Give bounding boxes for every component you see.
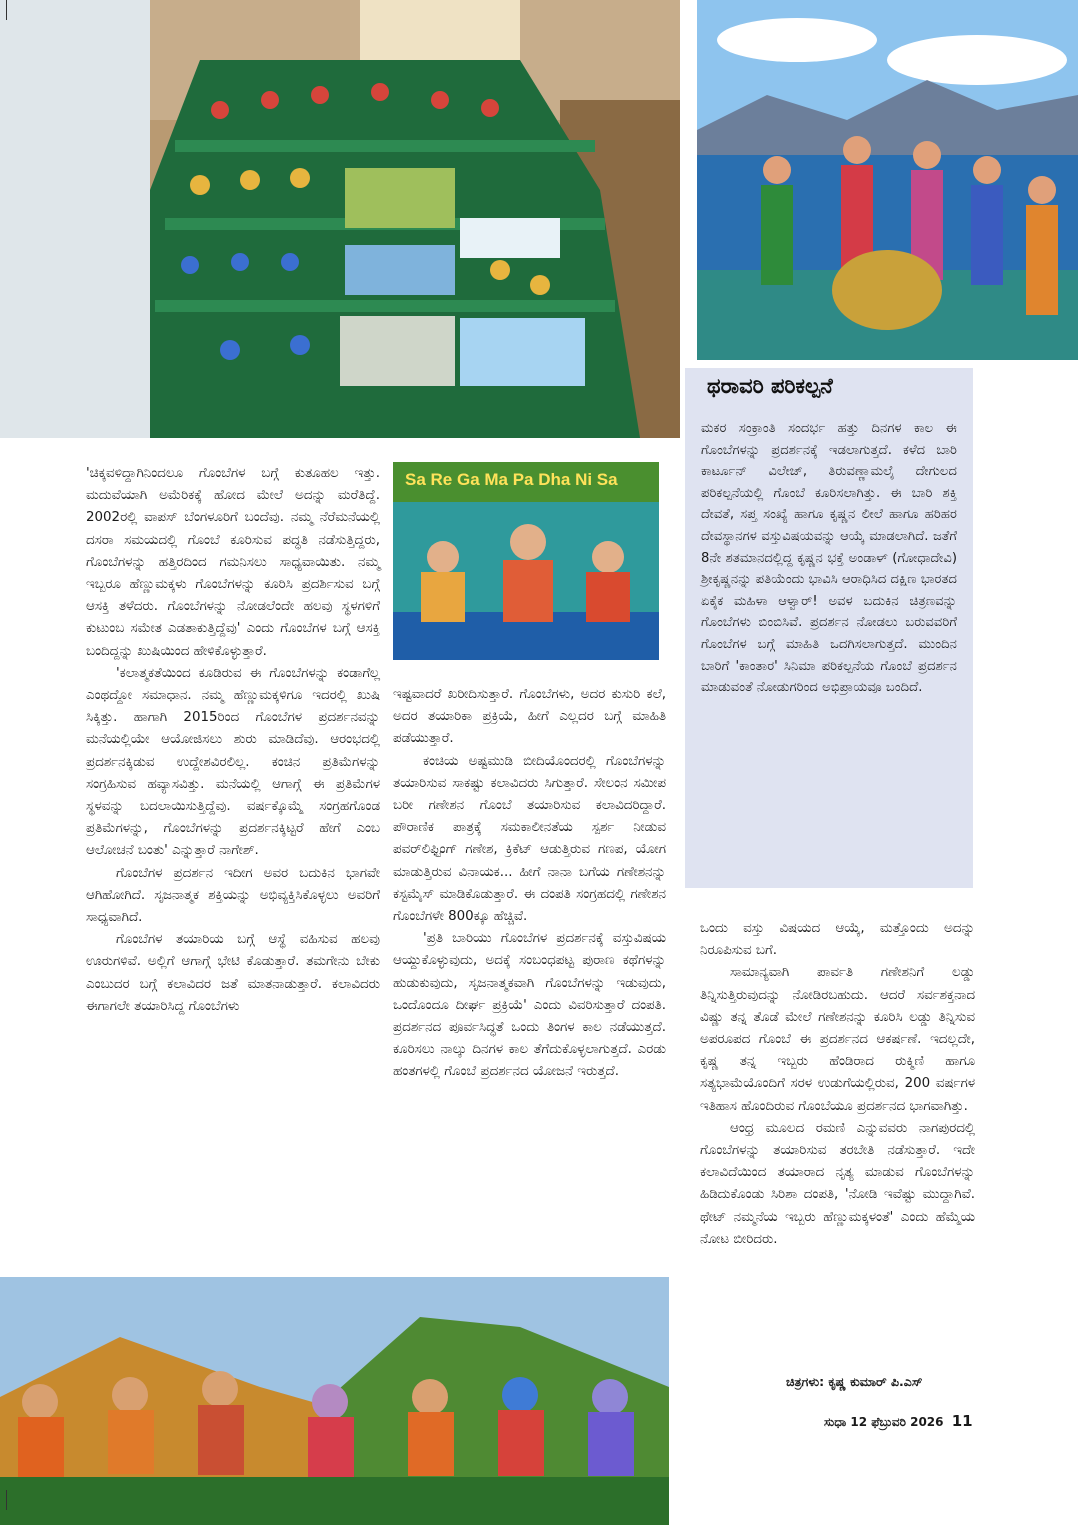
article-column-2 xyxy=(393,684,666,1084)
music-dolls-photo xyxy=(393,462,659,660)
issue-date: 12 ಫೆಬ್ರುವರಿ 2026 xyxy=(850,1415,944,1429)
page-number: 11 xyxy=(951,1412,973,1430)
sidebar-body: ಮಕರ ಸಂಕ್ರಾಂತಿ ಸಂದರ್ಭ ಹತ್ತು ದಿನಗಳ ಕಾಲ ಈ ಗೊಂಬೆಗಳನ್ನು ಪ್ರದರ್ಶನಕ್ಕೆ ಇಡಲಾಗುತ್ತದೆ. ಕಳೆದ ಬಾರಿ ಕಾರ್ಟೂನ್ ವಿಲೇಜ್, ತಿರುವಣ್ಣಾಮಲೈ ದೇಗುಲದ ಪರಿಕಲ್ಪನೆಯಲ್ಲಿ ಗೊಂಬೆ ಕೂರಿಸಲಾಗಿತ್ತು. ಈ ಬಾರಿ ಶಕ್ತಿ ದೇವತೆ, ಸಪ್ತ ಸಂಖ್ಯೆ ಹಾಗೂ ಕೃಷ್ಣನ ಲೀಲೆ ಹಾಗೂ ಹರಿಹರ ದೇವಸ್ಥಾನಗಳ ವಸ್ತುವಿಷಯವನ್ನು ಆಯ್ಕೆ ಮಾಡಲಾಗಿದೆ. ಜತೆಗೆ 8ನೇ ಶತಮಾನದಲ್ಲಿದ್ದ ಕೃಷ್ಣನ ಭಕ್ತೆ ಅಂಡಾಳ್ (ಗೋಧಾದೇವಿ) ಶ್ರೀಕೃಷ್ಣನನ್ನು ಪತಿಯೆಂದು ಭಾವಿಸಿ ಆರಾಧಿಸಿದ ದಕ್ಷಿಣ ಭಾರತದ ಏಕೈಕ ಮಹಿಳಾ ಆಳ್ವಾರ್! ಅವಳ ಬದುಕಿನ ಚಿತ್ರಣವನ್ನು ಗೊಂಬೆಗಳು ಬಿಂಬಿಸಿವೆ. ಪ್ರದರ್ಶನ ನೋಡಲು ಬರುವವರಿಗೆ ಗೊಂಬೆಗಳ ಬಗ್ಗೆ ಮಾಹಿತಿ ಒದಗಿಸಲಾಗುತ್ತದೆ. ಮುಂದಿನ ಬಾರಿಗೆ 'ಕಾಂತಾರ' ಸಿನಿಮಾ ಪರಿಕಲ್ಪನೆಯ ಗೊಂಬೆ ಪ್ರದರ್ಶನ ಮಾಡುವಂತೆ ನೋಡುಗರಿಂದ ಅಭಿಪ್ರಾಯವೂ ಬಂದಿದೆ. xyxy=(701,421,957,696)
article-column-1 xyxy=(86,463,380,1018)
sidebar-title: ಥರಾವರಿ ಪರಿಕಲ್ಪನೆ xyxy=(707,374,833,398)
wedding-dolls-photo xyxy=(697,0,1078,360)
page-footer xyxy=(824,1412,973,1430)
article-paragraph: ಗೊಂಬೆಗಳ ಪ್ರದರ್ಶನ ಇದೀಗ ಅವರ ಬದುಕಿನ ಭಾಗವೇ ಆಗಿಹೋಗಿದೆ. ಸೃಜನಾತ್ಮಕ ಶಕ್ತಿಯನ್ನು ಅಭಿವ್ಯಕ್ತಿಸಿಕೊಳ್ಳಲು ಅವರಿಗೆ ಸಾಧ್ಯವಾಗಿದೆ. xyxy=(86,865,380,926)
crop-mark xyxy=(6,0,7,20)
article-paragraph: 'ಕಲಾತ್ಮಕತೆಯಿಂದ ಕೂಡಿರುವ ಈ ಗೊಂಬೆಗಳನ್ನು ಕಂಡಾಗೆಲ್ಲ ಎಂಥದ್ದೋ ಸಮಾಧಾನ. ನಮ್ಮ ಹೆಣ್ಣುಮಕ್ಕಳಿಗೂ ಇದರಲ್ಲಿ ಖುಷಿ ಸಿಕ್ಕಿತ್ತು. ಹಾಗಾಗಿ 2015ರಿಂದ ಗೊಂಬೆಗಳ ಪ್ರದರ್ಶನವನ್ನು ಮನೆಯಲ್ಲಿಯೇ ಆಯೋಜಿಸಲು ಶುರು ಮಾಡಿದೆವು. ಆರಂಭದಲ್ಲಿ ಪ್ರದರ್ಶನಕ್ಕಿಡುವ ಉದ್ದೇಶವಿರಲಿಲ್ಲ. ಕಂಚಿನ ಪ್ರತಿಮೆಗಳನ್ನು ಸಂಗ್ರಹಿಸುವ ಹವ್ಯಾಸವಿತ್ತು. ಮನೆಯಲ್ಲಿ ಆಗಾಗ್ಗೆ ಈ ಪ್ರತಿಮೆಗಳ ಸ್ಥಳವನ್ನು ಬದಲಾಯಿಸುತ್ತಿದ್ದೆವು. ವರ್ಷಕ್ಕೊಮ್ಮೆ ಸಂಗ್ರಹಗೊಂಡ ಪ್ರತಿಮೆಗಳನ್ನು, ಗೊಂಬೆಗಳನ್ನು ಪ್ರದರ್ಶನಕ್ಕಿಟ್ಟರೆ ಹೇಗೆ ಎಂಬ ಆಲೋಚನೆ ಬಂತು' ಎನ್ನುತ್ತಾರೆ ನಾಗೇಶ್. xyxy=(86,665,380,859)
article-paragraph: ಗೊಂಬೆಗಳ ತಯಾರಿಯ ಬಗ್ಗೆ ಆಸ್ಥೆ ವಹಿಸುವ ಹಲವು ಊರುಗಳಿವೆ. ಅಲ್ಲಿಗೆ ಆಗಾಗ್ಗೆ ಭೇಟಿ ಕೊಡುತ್ತಾರೆ. ತಮಗೇನು ಬೇಕು ಎಂಬುದರ ಬಗ್ಗೆ ಕಲಾವಿದರ ಜತೆ ಮಾತನಾಡುತ್ತಾರೆ. ಕಲಾವಿದರು ಈಗಾಗಲೇ ತಯಾರಿಸಿದ್ದ ಗೊಂಬೆಗಳು xyxy=(86,932,380,1014)
article-paragraph: 'ಪ್ರತಿ ಬಾರಿಯು ಗೊಂಬೆಗಳ ಪ್ರದರ್ಶನಕ್ಕೆ ವಸ್ತುವಿಷಯ ಆಯ್ದುಕೊಳ್ಳುವುದು, ಅದಕ್ಕೆ ಸಂಬಂಧಪಟ್ಟ ಪುರಾಣ ಕಥೆಗಳನ್ನು ಹುಡುಕುವುದು, ಸೃಜನಾತ್ಮಕವಾಗಿ ಗೊಂಬೆಗಳನ್ನು ಇಡುವುದು, ಒಂದೊಂದೂ ದೀರ್ಘ ಪ್ರಕ್ರಿಯೆ' ಎಂದು ವಿವರಿಸುತ್ತಾರೆ ದಂಪತಿ. ಪ್ರದರ್ಶನದ ಪೂರ್ವಸಿದ್ಧತೆ ಒಂದು ತಿಂಗಳ ಕಾಲ ನಡೆಯುತ್ತದೆ. ಕೂರಿಸಲು ನಾಲ್ಕು ದಿನಗಳ ಕಾಲ ತೆಗೆದುಕೊಳ್ಳಲಾಗುತ್ತದೆ. ಎರಡು ಹಂತಗಳಲ್ಲಿ ಗೊಂಬೆ ಪ್ರದರ್ಶನದ ಯೋಜನೆ ಇರುತ್ತದೆ. xyxy=(393,931,666,1080)
magazine-name: ಸುಧಾ xyxy=(824,1415,847,1429)
article-paragraph: ಒಂದು ವಸ್ತು ವಿಷಯದ ಆಯ್ಕೆ, ಮತ್ತೊಂದು ಅದನ್ನು ನಿರೂಪಿಸುವ ಬಗೆ. xyxy=(700,921,975,959)
sages-dolls-photo xyxy=(0,1277,669,1525)
music-banner-text: Sa Re Ga Ma Pa Dha Ni Sa xyxy=(405,470,618,489)
photo-credit: ಚಿತ್ರಗಳು: ಕೃಷ್ಣ ಕುಮಾರ್ ಪಿ.ಎಸ್ xyxy=(786,1374,923,1389)
article-paragraph: ಕಂಚಿಯ ಅಷ್ಟಮುಡಿ ಬೀದಿಯೊಂದರಲ್ಲಿ ಗೊಂಬೆಗಳನ್ನು ತಯಾರಿಸುವ ಸಾಕಷ್ಟು ಕಲಾವಿದರು ಸಿಗುತ್ತಾರೆ. ಸೇಲಂನ ಸಮೀಪ ಬರೀ ಗಣೇಶನ ಗೊಂಬೆ ತಯಾರಿಸುವ ಕಲಾವಿದರಿದ್ದಾರೆ. ಪೌರಾಣಿಕ ಪಾತ್ರಕ್ಕೆ ಸಮಕಾಲೀನತೆಯ ಸ್ಪರ್ಶ ನೀಡುವ ಪವರ್‌ಲಿಫ್ಟಿಂಗ್ ಗಣೇಶ, ಕ್ರಿಕೆಟ್ ಆಡುತ್ತಿರುವ ಗಣಪ, ಯೋಗ ಮಾಡುತ್ತಿರುವ ವಿನಾಯಕ... ಹೀಗೆ ನಾನಾ ಬಗೆಯ ಗಣೇಶನನ್ನು ಕಸ್ಟಮೈಸ್ ಮಾಡಿಕೊಡುತ್ತಾರೆ. ಈ ದಂಪತಿ ಸಂಗ್ರಹದಲ್ಲಿ ಗಣೇಶನ ಗೊಂಬೆಗಳೇ 800ಕ್ಕೂ ಹೆಚ್ಚಿವೆ. xyxy=(393,753,666,925)
article-paragraph: ಸಾಮಾನ್ಯವಾಗಿ ಪಾರ್ವತಿ ಗಣೇಶನಿಗೆ ಲಡ್ಡು ತಿನ್ನಿಸುತ್ತಿರುವುದನ್ನು ನೋಡಿರಬಹುದು. ಆದರೆ ಸರ್ವಶಕ್ತನಾದ ವಿಷ್ಣು ತನ್ನ ತೊಡೆ ಮೇಲೆ ಗಣೇಶನನ್ನು ಕೂರಿಸಿ ಲಡ್ಡು ತಿನ್ನಿಸುವ ಅಪರೂಪದ ಗೊಂಬೆ ಈ ಪ್ರದರ್ಶನದ ಆಕರ್ಷಣೆ. ಇದಲ್ಲದೇ, ಕೃಷ್ಣ ತನ್ನ ಇಬ್ಬರು ಹೆಂಡಿರಾದ ರುಕ್ಮಿಣಿ ಹಾಗೂ ಸತ್ಯಭಾಮೆಯೊಂದಿಗೆ ಸರಳ ಉಡುಗೆಯಲ್ಲಿರುವ, 200 ವರ್ಷಗಳ ಇತಿಹಾಸ ಹೊಂದಿರುವ ಗೊಂಬೆಯೂ ಪ್ರದರ್ಶನದ ಭಾಗವಾಗಿತ್ತು. xyxy=(700,965,975,1114)
article-paragraph: ಆಂಧ್ರ ಮೂಲದ ರಮಣಿ ಎನ್ನುವವರು ನಾಗಪುರದಲ್ಲಿ ಗೊಂಬೆಗಳನ್ನು ತಯಾರಿಸುವ ತರಬೇತಿ ನಡೆಸುತ್ತಾರೆ. ಇದೇ ಕಲಾವಿದೆಯಿಂದ ತಯಾರಾದ ನೃತ್ಯ ಮಾಡುವ ಗೊಂಬೆಗಳನ್ನು ಹಿಡಿದುಕೊಂಡು ಸಿರಿಶಾ ದಂಪತಿ, 'ನೋಡಿ ಇವೆಷ್ಟು ಮುದ್ದಾಗಿವೆ. ಥೇಟ್ ನಮ್ಮನೆಯ ಇಬ್ಬರು ಹೆಣ್ಣುಮಕ್ಕಳಂತೆ' ಎಂದು ಹೆಮ್ಮೆಯ ನೋಟ ಬೀರಿದರು. xyxy=(700,1120,975,1247)
article-paragraph: 'ಚಿಕ್ಕವಳಿದ್ದಾಗಿನಿಂದಲೂ ಗೊಂಬೆಗಳ ಬಗ್ಗೆ ಕುತೂಹಲ ಇತ್ತು. ಮದುವೆಯಾಗಿ ಅಮೆರಿಕಕ್ಕೆ ಹೋದ ಮೇಲೆ ಅದನ್ನು ಮರೆತಿದ್ದೆ. 2002ರಲ್ಲಿ ವಾಪಸ್ ಬೆಂಗಳೂರಿಗೆ ಬಂದೆವು. ನಮ್ಮ ನೆರೆಮನೆಯಲ್ಲಿ ದಸರಾ ಸಮಯದಲ್ಲಿ ಗೊಂಬೆ ಕೂರಿಸುವ ಪದ್ಧತಿ ನಡೆಸುತ್ತಿದ್ದರು, ಗೊಂಬೆಗಳನ್ನು ಹತ್ತಿರದಿಂದ ಗಮನಿಸಲು ಸಾಧ್ಯವಾಯಿತು. ನಮ್ಮ ಇಬ್ಬರೂ ಹೆಣ್ಣುಮಕ್ಕಳು ಗೊಂಬೆಗಳನ್ನು ಕೂರಿಸಿ ಪ್ರದರ್ಶಿಸುವ ಬಗ್ಗೆ ಆಸಕ್ತಿ ತಳೆದರು. ಗೊಂಬೆಗಳನ್ನು ನೋಡಲೆಂದೇ ಹಲವು ಸ್ಥಳಗಳಿಗೆ ಕುಟುಂಬ ಸಮೇತ ಎಡತಾಕುತ್ತಿದ್ದೆವು' ಎಂದು ಗೊಂಬೆಗಳ ಬಗ್ಗೆ ಆಸಕ್ತಿ ಬಂದಿದ್ದನ್ನು ಖುಷಿಯಿಂದ ಹೇಳಿಕೊಳ್ಳುತ್ತಾರೆ. xyxy=(86,466,380,659)
sidebar-box xyxy=(685,368,973,888)
article-paragraph: ಇಷ್ಟವಾದರೆ ಖರೀದಿಸುತ್ತಾರೆ. ಗೊಂಬೆಗಳು, ಅದರ ಕುಸುರಿ ಕಲೆ, ಅದರ ತಯಾರಿಕಾ ಪ್ರಕ್ರಿಯೆ, ಹೀಗೆ ಎಲ್ಲದರ ಬಗ್ಗೆ ಮಾಹಿತಿ ಪಡೆಯುತ್ತಾರೆ. xyxy=(393,687,666,747)
doll-steps-photo xyxy=(0,0,680,438)
article-column-3 xyxy=(700,918,975,1251)
crop-mark xyxy=(6,1490,7,1510)
